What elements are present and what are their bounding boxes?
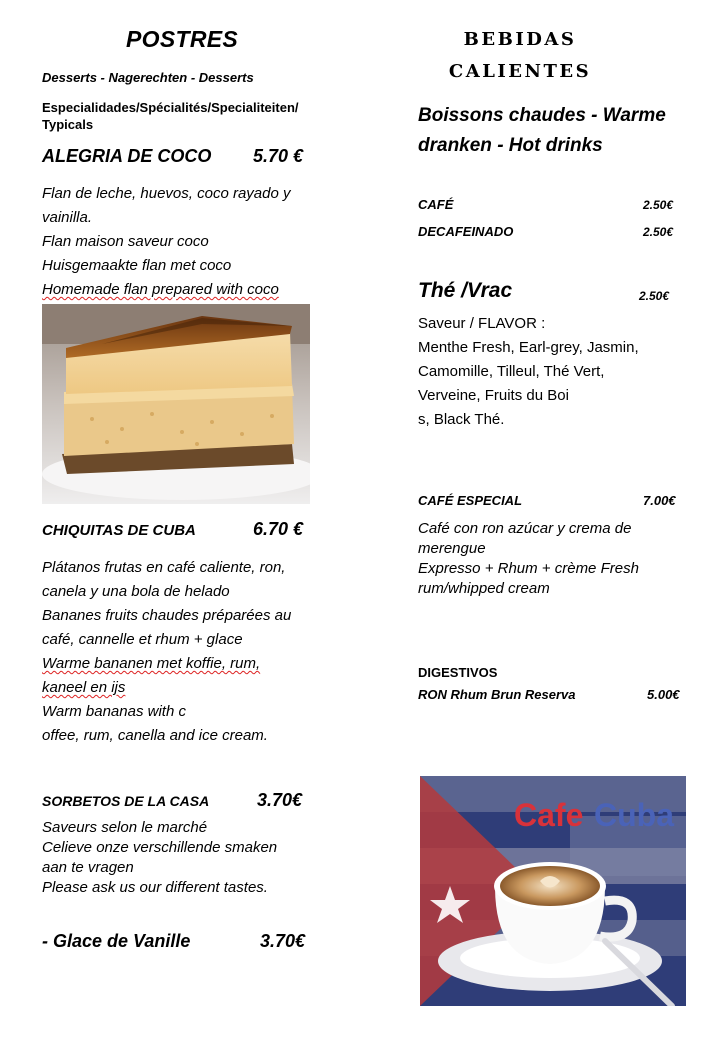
boissons-line1: Boissons chaudes - Warme (418, 105, 666, 126)
logo-cuba-text: Cuba (594, 797, 674, 833)
alegria-name: ALEGRIA DE COCO (42, 146, 212, 166)
alegria-line: Huisgemaakte flan met coco (42, 257, 232, 274)
bebidas-title (440, 24, 600, 88)
the-flavor-line: s, Black Thé. (418, 411, 505, 428)
flan-image (42, 304, 310, 504)
the-flavor-line: Camomille, Tilleul, Thé Vert, (418, 363, 605, 380)
cafe-especial-description (418, 519, 708, 599)
chiquitas-line: Bananes fruits chaudes préparées au (42, 607, 292, 624)
cafe-cuba-image (420, 776, 686, 1006)
specialities-label: Especialidades/Spécialités/Specialiteiten/ Typicals (42, 100, 299, 132)
sorbetos-line: Celieve onze verschillende smaken (42, 839, 278, 856)
the-flavors (418, 312, 698, 432)
cafe-especial-line: rum/whipped cream (418, 580, 550, 597)
chiquitas-name: CHIQUITAS DE CUBA (42, 522, 196, 539)
digestivos-item: RON Rhum Brun Reserva (418, 687, 576, 702)
the-flavor-line: Saveur / FLAVOR : (418, 315, 546, 332)
chiquitas-line: canela y una bola de helado (42, 583, 230, 600)
cafe-price: 2.50€ (643, 198, 674, 212)
digestivos-price: 5.00€ (647, 687, 680, 702)
cafe-especial-line: Expresso + Rhum + crème Fresh (418, 560, 639, 577)
flan-illustration (42, 304, 310, 504)
cafe-name: CAFÉ (418, 197, 454, 212)
bebidas-title-line1: BEBIDAS (463, 29, 577, 50)
cafe-especial-line: merengue (418, 540, 486, 557)
digestivos-heading: DIGESTIVOS (418, 665, 498, 680)
logo-cafe-text: Cafe (514, 797, 584, 833)
chiquitas-line: offee, rum, canella and ice cream. (42, 727, 268, 744)
decaf-name: DECAFEINADO (418, 224, 514, 239)
sorbetos-name: SORBETOS DE LA CASA (42, 793, 210, 809)
chiquitas-price: 6.70 € (253, 519, 304, 539)
chiquitas-line (42, 676, 332, 700)
sorbetos-line: Saveurs selon le marché (42, 819, 208, 836)
alegria-description (42, 182, 327, 302)
alegria-line: Flan de leche, huevos, coco rayado y (42, 185, 291, 202)
the-flavor-line: Menthe Fresh, Earl-grey, Jasmin, (418, 339, 639, 356)
the-price: 2.50€ (639, 289, 670, 303)
sorbetos-line: aan te vragen (42, 859, 134, 876)
decaf-price: 2.50€ (643, 225, 674, 239)
sorbetos-line: Please ask us our different tastes. (42, 879, 268, 896)
cafe-cuba-illustration (420, 776, 686, 1006)
alegria-line: Flan maison saveur coco (42, 233, 209, 250)
sorbetos-description (42, 818, 332, 898)
alegria-line: vainilla. (42, 209, 93, 226)
chiquitas-description (42, 556, 332, 748)
cafe-especial-line: Café con ron azúcar y crema de (418, 520, 632, 537)
the-name: Thé /Vrac (418, 279, 513, 302)
sorbetos-price: 3.70€ (257, 790, 303, 810)
chiquitas-line (42, 652, 332, 676)
glace-name: - Glace de Vanille (42, 931, 191, 951)
chiquitas-line: café, cannelle et rhum + glace (42, 631, 243, 648)
chiquitas-line-nl: Warme bananen met koffie, rum, (42, 655, 261, 672)
cafe-especial-price: 7.00€ (643, 493, 676, 508)
chiquitas-line: Warm bananas with c (42, 703, 186, 720)
glace-price: 3.70€ (260, 931, 306, 951)
chiquitas-line-nl2: kaneel en ijs (42, 679, 126, 696)
chiquitas-line: Plátanos frutas en café caliente, ron, (42, 559, 286, 576)
bebidas-title-line2: CALIENTES (448, 61, 592, 82)
cafe-especial-name: CAFÉ ESPECIAL (418, 493, 523, 508)
boissons-line2: dranken - Hot drinks (418, 135, 603, 156)
postres-subtitle: Desserts - Nagerechten - Desserts (42, 70, 254, 85)
postres-title: POSTRES (126, 26, 239, 52)
boissons-subtitle (418, 101, 698, 161)
alegria-price: 5.70 € (253, 146, 304, 166)
the-flavor-line: Verveine, Fruits du Boi (418, 387, 569, 404)
alegria-line-en (42, 278, 327, 302)
alegria-line-en-text: Homemade flan prepared with coco (42, 281, 279, 298)
